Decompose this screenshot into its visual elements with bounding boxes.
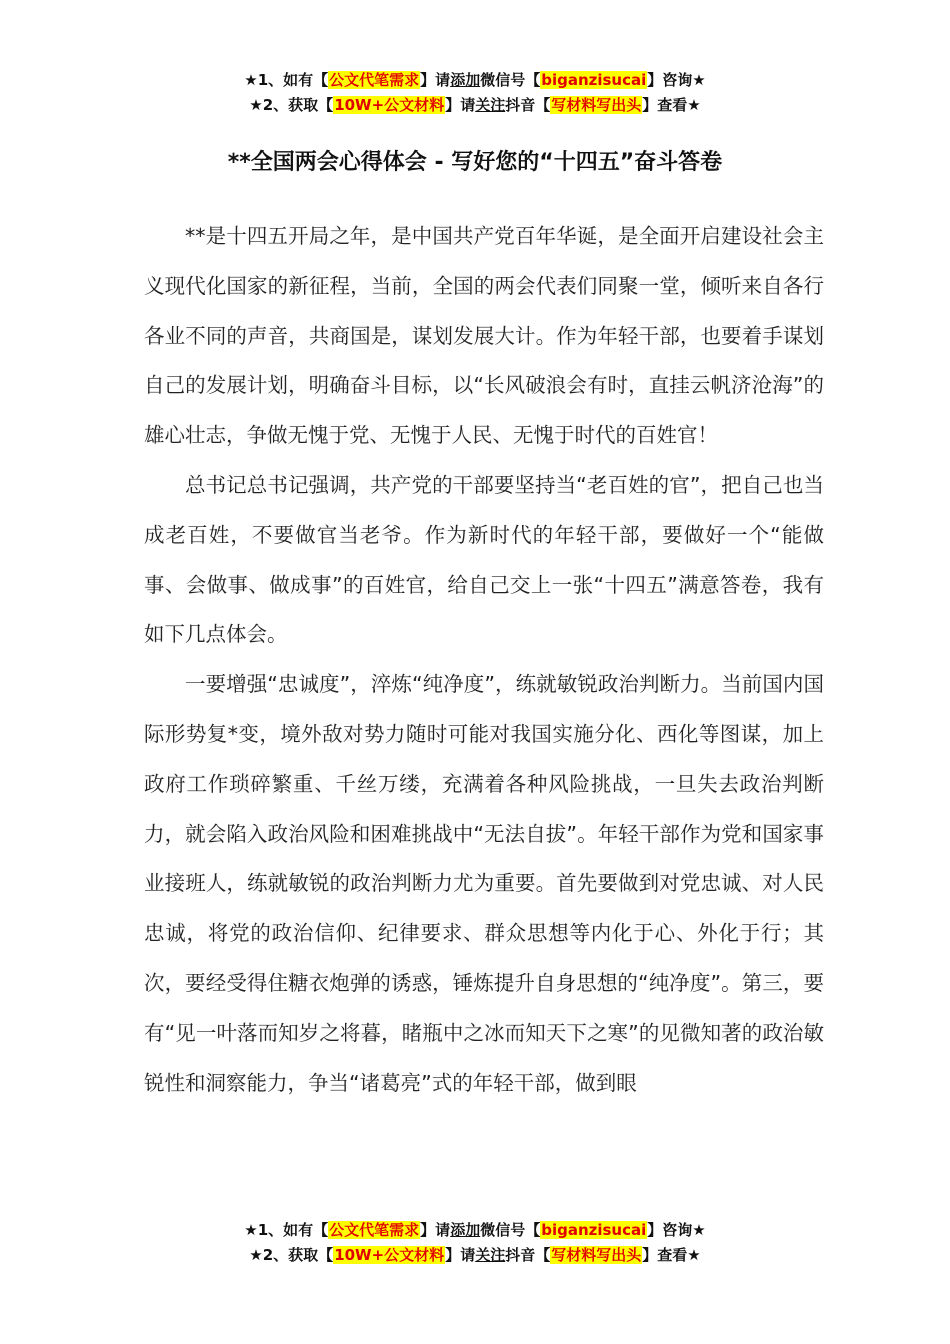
notice-line-1: ★1、如有【公文代笔需求】请添加微信号【biganzisucai】咨询★: [244, 71, 706, 89]
highlight-materials: 10W+公文材料: [334, 1246, 445, 1264]
document-body: [144, 212, 824, 1108]
highlight-service: 公文代笔需求: [329, 71, 420, 89]
document-title: **全国两会心得体会 - 写好您的“十四五”奋斗答卷: [227, 150, 723, 175]
highlight-service: 公文代笔需求: [329, 1221, 420, 1239]
notice-line-2: ★2、获取【10W+公文材料】请关注抖音【写材料写出头】查看★: [249, 1246, 701, 1264]
notice-line-2: ★2、获取【10W+公文材料】请关注抖音【写材料写出头】查看★: [249, 96, 701, 114]
paragraph-3: 一要增强“忠诚度”，淬炼“纯净度”，练就敏锐政治判断力。当前国内国际形势复*变，境外敌对势力随时可能对我国实施分化、西化等图谋，加上政府工作琐碎繁重、千丝万缕，充满着各种风险挑战，一旦失去政治判断力，就会陷入政治风险和困难挑战中“无法自拔”。年轻干部作为党和国家事业接班人，练就敏锐的政治判断力尤为重要。首先要做到对党忠诚、对人民忠诚，将党的政治信仰、纪律要求、群众思想等内化于心、外化于行；其次，要经受得住糖衣炮弹的诱惑，锤炼提升自身思想的“纯净度”。第三，要有“见一叶落而知岁之将暮，睹瓶中之冰而知天下之寒”的见微知著的政治敏锐性和洞察能力，争当“诸葛亮”式的年轻干部，做到眼: [144, 672, 824, 1095]
notice-line-1: ★1、如有【公文代笔需求】请添加微信号【biganzisucai】咨询★: [244, 1221, 706, 1239]
highlight-wechat-id: biganzisucai: [541, 71, 647, 89]
header-notice-banner: [0, 68, 950, 118]
highlight-materials: 10W+公文材料: [334, 96, 445, 114]
highlight-douyin: 写材料写出头: [551, 96, 642, 114]
footer-notice-banner: [0, 1218, 950, 1268]
paragraph-2: 总书记总书记强调，共产党的干部要坚持当“老百姓的官”，把自己也当成老百姓，不要做官当老爷。作为新时代的年轻干部，要做好一个“能做事、会做事、做成事”的百姓官，给自己交上一张“十四五”满意答卷，我有如下几点体会。: [144, 472, 824, 647]
highlight-douyin: 写材料写出头: [551, 1246, 642, 1264]
highlight-wechat-id: biganzisucai: [541, 1221, 647, 1239]
paragraph-1: **是十四五开局之年，是中国共产党百年华诞，是全面开启建设社会主义现代化国家的新征程，当前，全国的两会代表们同聚一堂，倾听来自各行各业不同的声音，共商国是，谋划发展大计。作为年轻干部，也要着手谋划自己的发展计划，明确奋斗目标，以“长风破浪会有时，直挂云帆济沧海”的雄心壮志，争做无愧于党、无愧于人民、无愧于时代的百姓官！: [144, 224, 824, 448]
